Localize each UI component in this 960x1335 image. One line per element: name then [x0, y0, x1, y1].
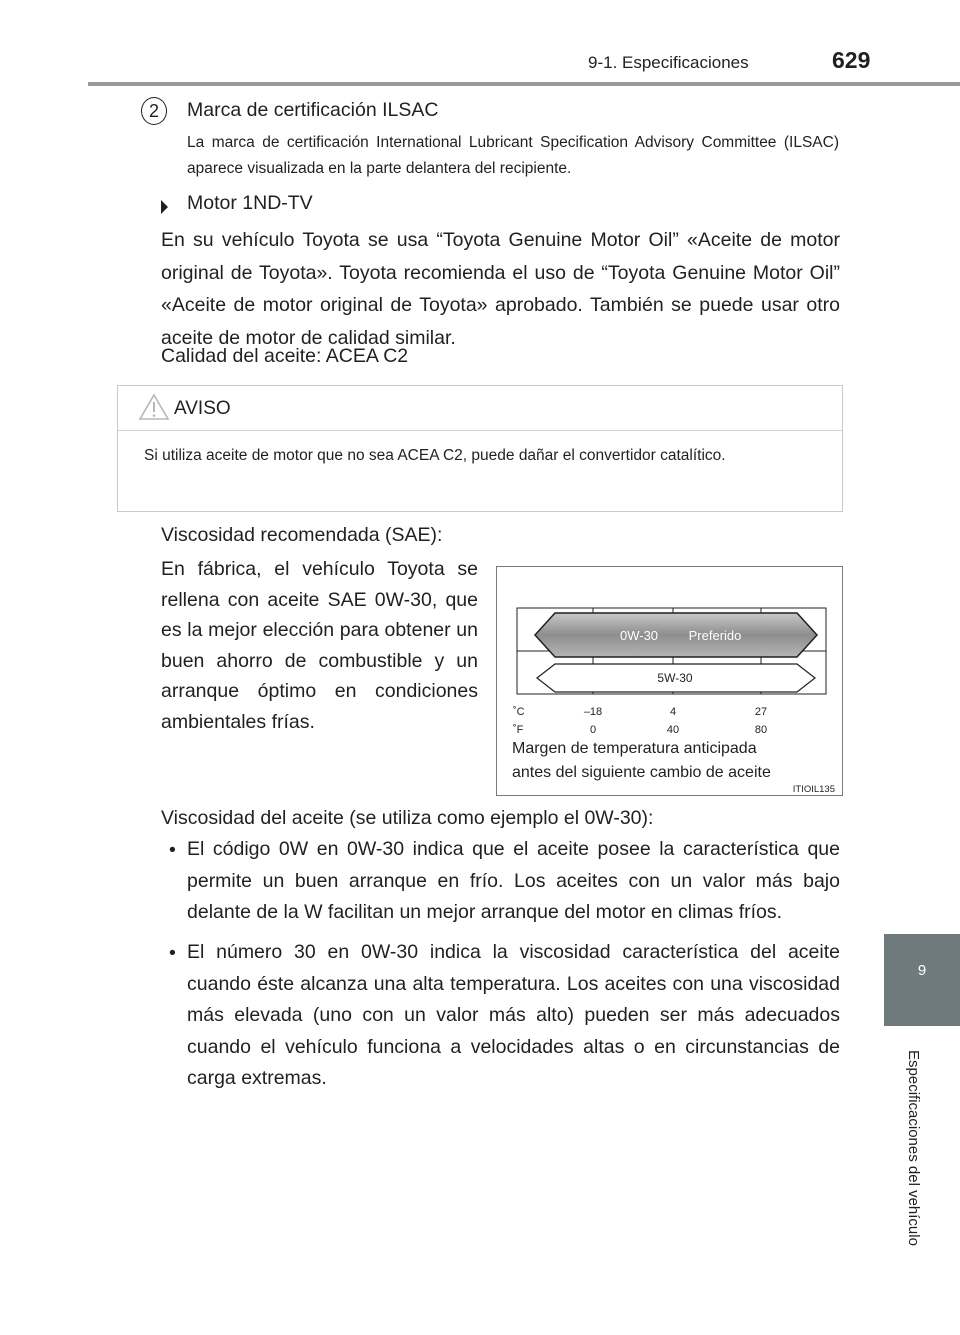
header-rule — [88, 82, 960, 86]
tick-c-0: –18 — [583, 706, 603, 718]
figure-code: ITIOIL135 — [792, 784, 835, 795]
tick-f-0: 0 — [589, 724, 597, 736]
engine-heading: Motor 1ND-TV — [187, 192, 313, 214]
tick-c-2: 27 — [754, 706, 768, 718]
chapter-tab — [884, 934, 960, 1026]
figure-caption-line1: Margen de temperatura anticipada — [512, 740, 757, 757]
bullet-dot: • — [169, 839, 176, 861]
warning-title: AVISO — [174, 398, 231, 419]
warning-triangle-icon — [138, 393, 170, 421]
tick-f-2: 80 — [754, 724, 768, 736]
bullet-triangle-icon — [161, 200, 168, 214]
unit-fahrenheit: ˚F — [513, 724, 524, 736]
viscosity-paragraph: En fábrica, el vehículo Toyota se rellena con aceite SAE 0W-30, que es la mejor elección para obtener un buen ahorro de combustible y un arranque óptimo en condiciones ambientales frías. — [161, 558, 478, 733]
header-section: 9-1. Especificaciones — [588, 53, 749, 72]
bar-preferido-label: Preferido — [688, 628, 742, 643]
bar-5w30-label: 5W-30 — [657, 671, 693, 685]
page-number: 629 — [832, 47, 871, 73]
item-title: Marca de certificación ILSAC — [187, 99, 439, 121]
warning-box — [117, 385, 843, 512]
warning-text: Si utiliza aceite de motor que no sea ACEA C2, puede dañar el convertidor catalítico. — [144, 447, 726, 464]
unit-celsius: ˚C — [513, 706, 525, 718]
chapter-title-vertical — [905, 1050, 929, 1250]
bar-0w30-label: 0W-30 — [619, 628, 659, 643]
viscosity-heading: Viscosidad recomendada (SAE): — [161, 524, 443, 546]
bullet-item: El número 30 en 0W-30 indica la viscosidad característica del aceite cuando éste alcanza una alta temperatura. Los aceites con una viscosidad más elevada (uno con un valor más alto) pueden ser más adecuados cuando el vehículo funciona a velocidades altas o en circunstancias de carga extremas. — [187, 941, 840, 1089]
item-marker: 2 — [141, 97, 167, 125]
viscosity-figure — [496, 566, 843, 796]
tick-c-1: 4 — [669, 706, 677, 718]
bullet-item: El código 0W en 0W-30 indica que el aceite posee la característica que permite un buen arranque en frío. Los aceites con un valor más bajo delante de la W facilitan un mejor arranque del motor en climas fríos. — [187, 838, 840, 923]
oil-quality: Calidad del aceite: ACEA C2 — [161, 345, 409, 367]
item-description: La marca de certificación International Lubricant Specification Advisory Committee (ILSAC) aparece visualizada en la parte delantera del recipiente. — [187, 134, 839, 177]
chapter-number: 9 — [917, 962, 927, 979]
figure-caption-line2: antes del siguiente cambio de aceite — [512, 764, 771, 781]
tick-f-1: 40 — [666, 724, 680, 736]
oil-viscosity-heading: Viscosidad del aceite (se utiliza como ejemplo el 0W-30): — [161, 807, 654, 829]
bar-0w30 — [535, 613, 817, 657]
bullet-dot: • — [169, 942, 176, 964]
chapter-title: Especificaciones del vehículo — [905, 1050, 922, 1246]
engine-paragraph: En su vehículo Toyota se usa “Toyota Genuine Motor Oil” «Aceite de motor original de Toyota». Toyota recomienda el uso de “Toyota Genuine Motor Oil” «Aceite de motor original de Toyota» aprobado. También se puede usar otro aceite de motor de calidad similar. — [161, 229, 840, 349]
warning-header — [118, 386, 842, 431]
